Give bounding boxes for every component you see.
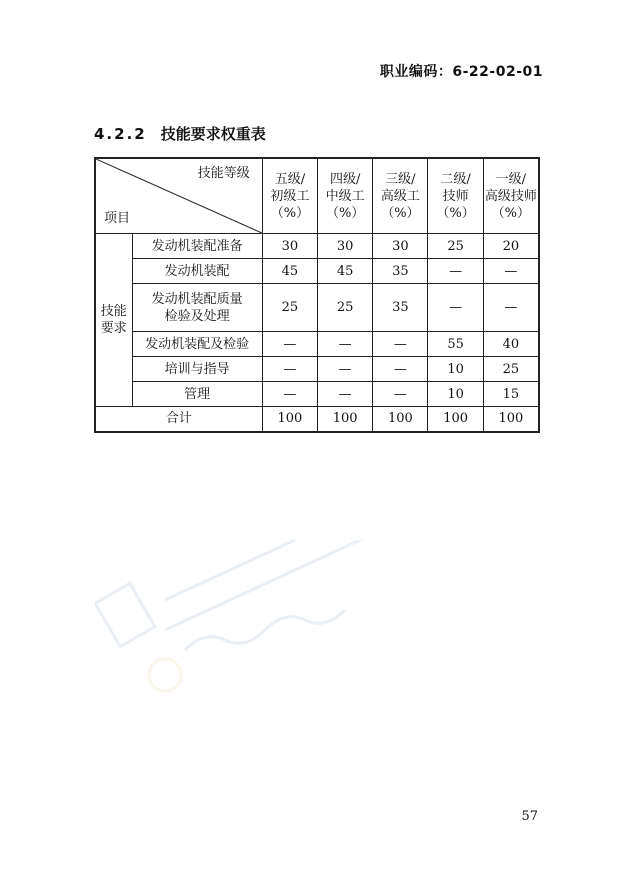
total-row — [95, 407, 539, 432]
level-header-5 — [262, 158, 317, 234]
level-header-line: 三级/ — [385, 171, 416, 187]
level-header-line: 高级工 — [380, 188, 420, 204]
value-cell: 15 — [483, 382, 539, 407]
level-header-line: （%） — [491, 205, 531, 221]
value-cell: 40 — [483, 332, 539, 357]
total-value-cell: 100 — [428, 407, 483, 432]
level-header-2 — [428, 158, 483, 234]
value-cell: 25 — [483, 357, 539, 382]
value-cell: — — [483, 259, 539, 284]
level-header-line: 中级工 — [325, 188, 365, 204]
total-value-cell: 100 — [262, 407, 317, 432]
table-row — [95, 332, 539, 357]
level-header-1 — [483, 158, 539, 234]
value-cell: 25 — [318, 284, 373, 332]
level-header-line: 技师 — [442, 188, 469, 204]
table-row — [95, 357, 539, 382]
table-row — [95, 259, 539, 284]
level-header-line: 二级/ — [440, 171, 471, 187]
level-header-line: 五级/ — [274, 171, 306, 187]
total-value-cell: 100 — [483, 407, 539, 432]
value-cell: — — [373, 332, 428, 357]
item-label: 检验及处理 — [164, 308, 230, 324]
skill-weight-table — [94, 157, 540, 433]
value-cell: — — [428, 284, 483, 332]
value-cell: — — [483, 284, 539, 332]
corner-bottom-label: 项目 — [104, 211, 131, 226]
item-cell — [132, 357, 262, 382]
item-label: 发动机装配 — [164, 263, 230, 279]
group-label-cell — [95, 234, 132, 407]
value-cell: 10 — [428, 357, 483, 382]
value-cell: 45 — [318, 259, 373, 284]
table-row — [95, 382, 539, 407]
publisher-watermark-logo — [95, 540, 455, 700]
value-cell: — — [262, 357, 317, 382]
value-cell: — — [318, 382, 373, 407]
item-cell — [132, 284, 262, 332]
level-header-line: 四级/ — [329, 171, 361, 187]
value-cell: — — [373, 357, 428, 382]
value-cell: 10 — [428, 382, 483, 407]
item-label: 发动机装配及检验 — [145, 336, 250, 352]
level-header-line: 一级/ — [495, 171, 527, 187]
level-header-3 — [373, 158, 428, 234]
group-label-line: 技能 — [100, 304, 127, 319]
item-cell — [132, 234, 262, 259]
total-value-cell: 100 — [318, 407, 373, 432]
item-label: 管理 — [184, 386, 211, 402]
level-header-line: （%） — [381, 205, 420, 221]
corner-top-label: 技能等级 — [197, 166, 250, 181]
level-header-line: （%） — [325, 205, 365, 221]
value-cell: 25 — [262, 284, 317, 332]
value-cell: 25 — [428, 234, 483, 259]
level-header-line: （%） — [436, 205, 475, 221]
occupation-code: 职业编码：6-22-02-01 — [379, 64, 543, 80]
value-cell: — — [373, 382, 428, 407]
value-cell: 30 — [262, 234, 317, 259]
value-cell: — — [262, 332, 317, 357]
value-cell: 20 — [483, 234, 539, 259]
level-header-line: （%） — [270, 205, 310, 221]
value-cell: — — [262, 382, 317, 407]
table-header-row — [95, 158, 539, 234]
level-header-line: 高级技师 — [484, 188, 537, 204]
section-title: 技能要求权重表 — [160, 125, 266, 143]
value-cell: 30 — [318, 234, 373, 259]
section-heading — [94, 123, 266, 144]
level-header-4 — [318, 158, 373, 234]
value-cell: 35 — [373, 284, 428, 332]
item-label: 培训与指导 — [164, 361, 230, 377]
page-number: 57 — [521, 809, 538, 824]
section-number: 4.2.2 — [94, 125, 147, 143]
value-cell: — — [318, 357, 373, 382]
item-cell — [132, 382, 262, 407]
value-cell: — — [318, 332, 373, 357]
level-header-line: 初级工 — [270, 188, 310, 204]
item-cell — [132, 259, 262, 284]
item-label: 发动机装配质量 — [151, 291, 243, 307]
item-cell — [132, 332, 262, 357]
corner-header-cell — [95, 158, 262, 234]
total-label: 合计 — [95, 407, 262, 432]
table-row — [95, 234, 539, 259]
value-cell: 55 — [428, 332, 483, 357]
table-row — [95, 284, 539, 332]
value-cell: 45 — [262, 259, 317, 284]
total-value-cell: 100 — [373, 407, 428, 432]
value-cell: 30 — [373, 234, 428, 259]
group-label-line: 要求 — [100, 321, 127, 336]
value-cell: — — [428, 259, 483, 284]
item-label: 发动机装配准备 — [151, 238, 243, 254]
value-cell: 35 — [373, 259, 428, 284]
